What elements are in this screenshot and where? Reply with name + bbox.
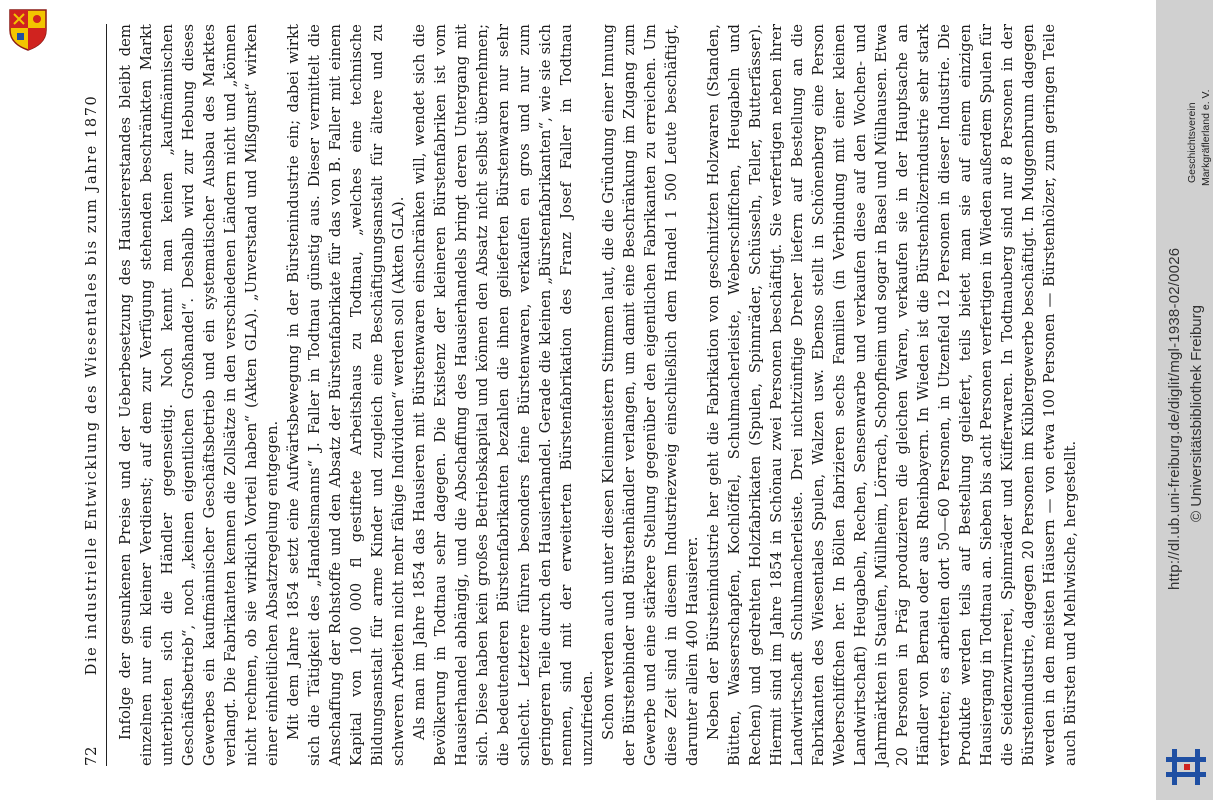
ub-freiburg-logo-icon	[1166, 747, 1206, 787]
paragraph: Als man im Jahre 1854 das Hausieren mit Bürstenwaren einschränken will, wendet sich die Bevölkerung in Todtnau sehr dagegen. Die Existenz der kleineren Bürstenfabriken ist vom Hausierhandel abhängig, und die Abschaffung des Hausierhandels bringt deren Untergang mit sich. Diese haben kein großes Betriebskapital und können den Absatz nicht selbst übernehmen; die bedeutenderen Bürstenfabrikanten bezahlen die ihnen gelieferten Bürstenwaren nur sehr schlecht. Letztere führen besonders feine Bürstenwaren, verkaufen en gros und nur zum geringeren Teile durch den Hausierhandel. Gerade die kleinen „Bürstenfabrikanten“, wie sie sich nennen, sind mit der erweiterten Bürstenfabrikation des Franz Josef Faller in Todtnau unzufrieden.	[411, 24, 596, 766]
body-text	[115, 24, 1081, 766]
running-head	[64, 24, 104, 766]
paragraph: Neben der Bürstenindustrie her geht die Fabrikation von geschnitzten Holzwaren (Standen, Bütten, Wasserschapfen, Kochlöffel, Schuhmacherleiste, Weberschiffchen, Heugabeln und Rechen) und gedrehten Holzfabrikaten (Spulen, Spinnräder, Schüsseln, Teller, Butterfässer). Hiermit sind im Jahre 1854 in Schönau zwei Personen beschäftigt. Sie verfertigen neben ihrer Landwirtschaft Schuhmacherleiste. Drei nichtzünftige Dreher liefern auf Bestellung an die Fabrikanten des Wiesentales Spulen, Walzen usw. Ebenso stellt in Schönenberg eine Person Weberschiffchen her. In Böllen fabrizieren sechs Familien (in Verbindung mit einer kleinen Landwirtschaft) Heugabeln, Rechen, Sensenwarbe und verkaufen diese auf den Wochen- und Jahrmärkten in Staufen, Müllheim, Lörrach, Schopfheim und sogar in Basel und Mülhausen. Etwa 20 Personen in Präg produzieren die gleichen Waren, verkaufen sie in der Hauptsache an Händler von Bernau oder aus Rheinbayern. In Wieden ist die Bürstenhölzerindustrie sehr stark vertreten; es arbeiten dort 50—60 Personen, in Utzenfeld 12 Personen in dieser Industrie. Die Produkte werden teils auf Bestellung geliefert, teils bietet man sie auf einem einzigen Hausiergang in Todtnau an. Sieben bis acht Personen verfertigen in Wieden außerdem Spulen für die Seidenzwirnerei, Spinnräder und Küfferwaren. In Todtnauberg sind nur 8 Personen in der Bürstenindustrie, dagegen 20 Personen im Küblergewerbe beschäftigt. In Muggenbrunn dagegen werden in den meisten Häusern — von etwa 100 Personen — Bürstenhölzer, zum geringen Teile auch Bürsten und Mehlwische, hergestellt.	[705, 24, 1079, 766]
copyright-notice: © Universitätsbibliothek Freiburg	[1188, 305, 1205, 522]
coat-of-arms-icon	[5, 6, 51, 52]
running-head-title: Die industrielle Entwicklung des Wiesentales bis zum Jahre 1870	[84, 94, 100, 676]
page-number: 72	[82, 745, 100, 766]
source-url-link[interactable]: http://dl.ub.uni-freiburg.de/diglit/mgl-1938-02/0026	[1166, 247, 1183, 590]
paragraph: Infolge der gesunkenen Preise und der Ueberbesetzung des Hausiererstandes bleibt dem einzelnen nur ein kleiner Verdienst; auf dem zur Verfügung stehenden beschränkten Markt unterbieten sich die Händler gegenseitig. Noch kennt man keinen „kaufmännischen Geschäftsbetrieb“, noch „keinen eigentlichen Großhandel“. Deshalb wird zur Hebung dieses Gewerbes ein kaufmännischer Geschäftsbetrieb und ein systematischer Ausbau des Marktes verlangt. Die Fabrikanten kennen die Zollsätze in den verschiedenen Ländern nicht und „können nicht rechnen, ob sie wirklich Vorteil haben“ (Akten GLA). „Unverstand und Mißgunst“ wirken einer einheitlichen Absatzregelung entgegen.	[117, 24, 281, 766]
paragraph: Schon werden auch unter diesen Kleinmeistern Stimmen laut, die die Gründung einer Innung der Bürstenbinder und Bürstenhändler verlangen, um damit eine Beschränkung im Zugang zum Gewerbe und eine stärkere Stellung gegenüber den eigentlichen Fabrikanten zu erreichen. Um diese Zeit sind in diesem Industriezweig einschließlich dem Handel 1 500 Leute beschäftigt, darunter allein 400 Hausierer.	[600, 24, 701, 766]
society-name: Geschichtsverein	[1186, 102, 1198, 183]
society-place: Markgräflerland e. V.	[1200, 89, 1212, 186]
paragraph: Mit dem Jahre 1854 setzt eine Aufwärtsbewegung in der Bürstenindustrie ein; dabei wirkt sich die Tätigkeit des „Handelsmanns“ J. Faller in Todtnau günstig aus. Dieser vermittelt die Anschaffung der Rohstoffe und den Absatz der Bürstenfabrikate für das von B. Faller mit einem Kapital von 100 000 fl gestiftete Arbeitshaus zu Todtnau, „welches eine technische Bildungsanstalt für arme Kinder und zugleich eine Beschäftigungsanstalt für ältere und zu schweren Arbeiten nicht mehr fähige Individuen“ werden soll (Akten GLA).	[285, 24, 407, 766]
header-rule	[106, 24, 107, 766]
